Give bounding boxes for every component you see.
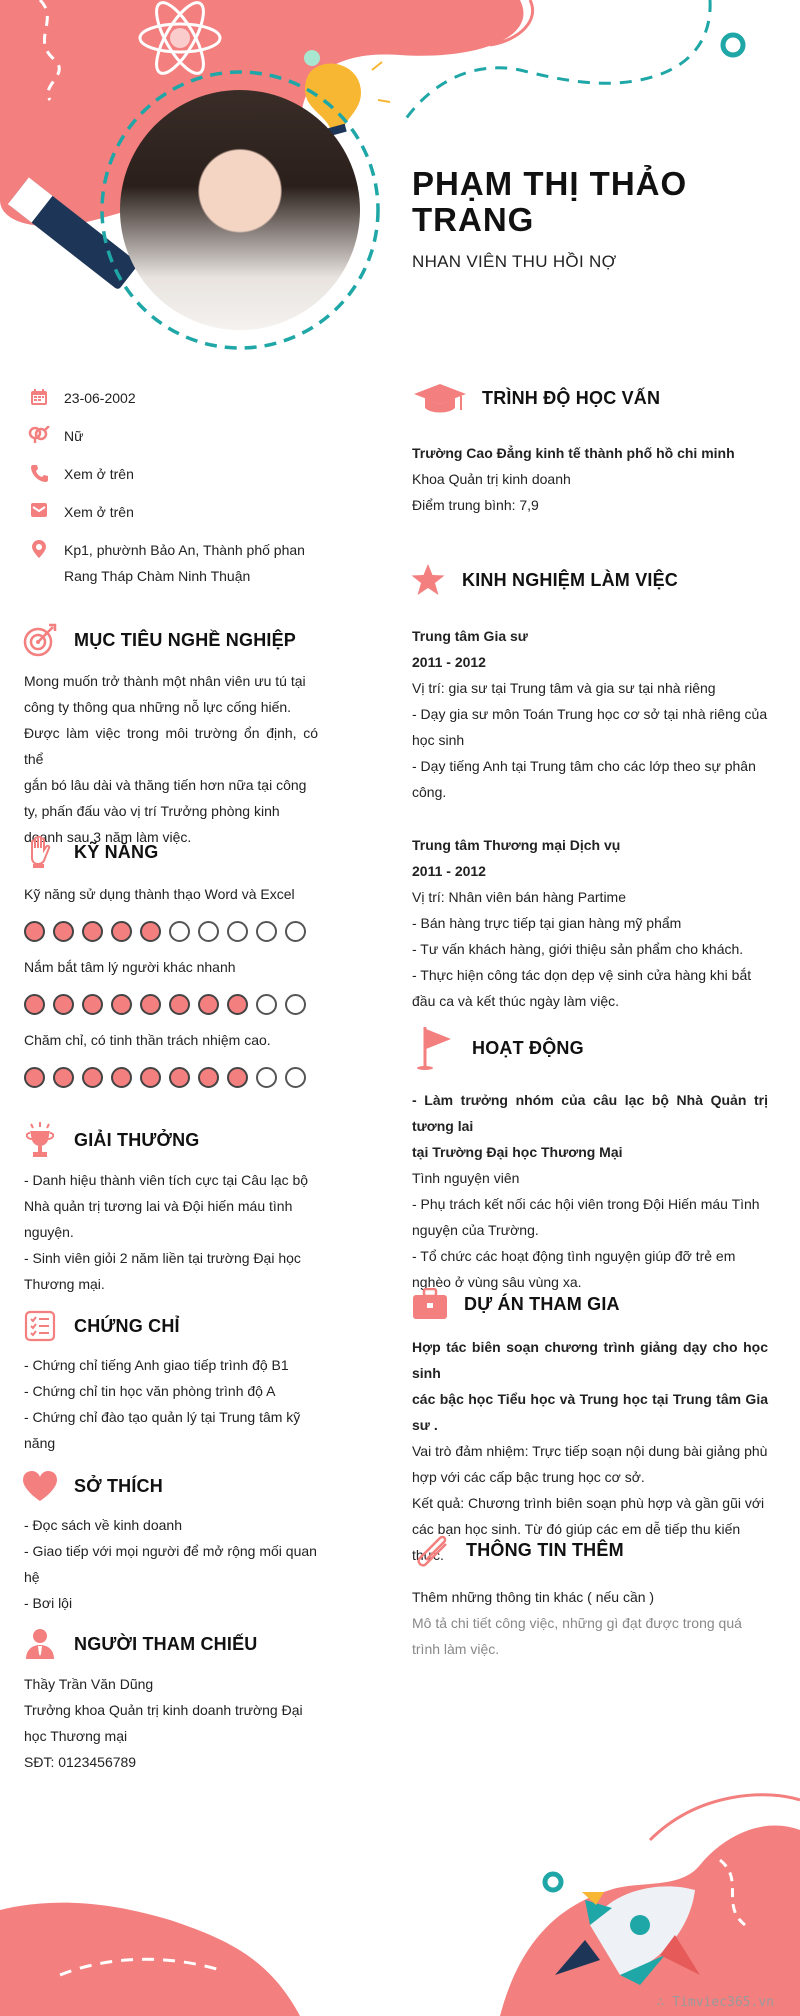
certificates-heading: [20, 1308, 180, 1344]
birthday-value: 23-06-2002: [64, 390, 136, 406]
star-icon: [408, 562, 448, 598]
phone-icon: [24, 464, 54, 484]
projects-text: Hợp tác biên soạn chương trình giảng dạy cho học sinh các bậc học Tiểu học và Trung học tại Trung tâm Gia sư . Vai trò đảm nhiệm: Trực tiếp soạn nội dung bài giảng phù hợp với các cấp bậc trung học cơ sở. Kết quả: Chương trình biên soạn phù hợp và gần gũi với các bạn học sinh. Từ đó giúp các em dễ tiếp thu kiến thức.: [412, 1339, 768, 1563]
projects-title: DỰ ÁN THAM GIA: [464, 1293, 620, 1314]
education-text: [412, 440, 768, 518]
activities-title: HOẠT ĐỘNG: [472, 1037, 584, 1058]
references-text: Thầy Trần Văn Dũng Trưởng khoa Quản trị kinh doanh trường Đại học Thương mại SĐT: 0123456789: [24, 1676, 303, 1770]
rating-dot-filled: [82, 1067, 103, 1088]
awards-text: - Danh hiệu thành viên tích cực tại Câu lạc bộ Nhà quản trị tương lai và Đội hiến máu tình nguyện. - Sinh viên giỏi 2 năm liền tại trường Đại học Thương mại.: [24, 1172, 309, 1292]
rating-dot-empty: [285, 921, 306, 942]
rating-dot-filled: [227, 994, 248, 1015]
rating-dot-empty: [227, 921, 248, 942]
phone-value: Xem ở trên: [64, 466, 134, 482]
rating-dot-empty: [169, 921, 190, 942]
experience-job-2: Trung tâm Thương mại Dịch vụ 2011 - 2012 Vị trí: Nhân viên bán hàng Partime - Bán hàng trực tiếp tại gian hàng mỹ phẩm - Tư vấn khách hàng, giới thiệu sản phẩm cho khách. - Thực hiện công tác dọn dẹp vệ sinh cửa hàng khi bắt đầu ca và kết thúc ngày làm việc.: [412, 837, 752, 1009]
raised-hand-icon: [20, 834, 60, 870]
candidate-name: PHẠM THỊ THẢO TRANG: [412, 165, 688, 238]
rating-dot-filled: [140, 994, 161, 1015]
rating-dot-empty: [256, 1067, 277, 1088]
job-title: NHAN VIÊN THU HỒI NỢ: [412, 252, 617, 271]
hobbies-title: SỞ THÍCH: [74, 1475, 163, 1496]
rating-dot-empty: [285, 994, 306, 1015]
skill-label: Kỹ năng sử dụng thành thạo Word và Excel: [24, 886, 295, 902]
rating-dot-filled: [198, 1067, 219, 1088]
rating-dot-empty: [256, 994, 277, 1015]
email-row: [24, 502, 134, 525]
rating-dot-filled: [82, 994, 103, 1015]
email-value: Xem ở trên: [64, 504, 134, 520]
projects-heading: [410, 1286, 620, 1322]
references-title: NGƯỜI THAM CHIẾU: [74, 1633, 258, 1654]
faculty: Khoa Quản trị kinh doanh: [412, 471, 571, 487]
envelope-icon: [24, 502, 54, 522]
objective-text: Mong muốn trở thành một nhân viên ưu tú tại công ty thông qua những nỗ lực cống hiến. Được làm việc trong môi trường ổn định, có thể gắn bó lâu dài và thăng tiến hơn nữa tại công ty, phấn đấu vào vị trí Trưởng phòng kinh doanh sau 3 năm làm việc.: [24, 673, 318, 845]
certificates-text: - Chứng chỉ tiếng Anh giao tiếp trình độ B1 - Chứng chỉ tin học văn phòng trình độ A - Chứng chỉ đào tạo quản lý tại Trung tâm kỹ năng: [24, 1357, 301, 1451]
profile-photo: [120, 90, 360, 330]
rating-dot-filled: [198, 994, 219, 1015]
heart-icon: [20, 1468, 60, 1504]
rating-dot-filled: [24, 994, 45, 1015]
rating-dot-filled: [169, 1067, 190, 1088]
gpa: Điểm trung bình: 7,9: [412, 497, 539, 513]
rating-dot-empty: [285, 1067, 306, 1088]
experience-title: KINH NGHIỆM LÀM VIỆC: [462, 569, 679, 590]
certificates-title: CHỨNG CHỈ: [74, 1315, 180, 1336]
activities-text: - Làm trưởng nhóm của câu lạc bộ Nhà Quản trị tương lai tại Trường Đại học Thương Mại Tình nguyện viên - Phụ trách kết nối các hội viên trong Đội Hiến máu Tình nguyện của Trường. - Tổ chức các hoạt động tình nguyện giúp đỡ trẻ em nghèo ở vùng sâu vùng xa.: [412, 1092, 768, 1290]
gender-row: [24, 426, 83, 449]
skill-rating: [24, 1067, 314, 1088]
person-icon: [20, 1626, 60, 1662]
graduation-cap-icon: [412, 380, 468, 416]
rating-dot-filled: [140, 921, 161, 942]
skill-rating: [24, 921, 314, 942]
calendar-icon: [24, 388, 54, 408]
more-info-text: Thêm những thông tin khác ( nếu cần ) Mô tả chi tiết công việc, những gì đạt được trong quá trình làm việc.: [412, 1589, 742, 1657]
rating-dot-empty: [256, 921, 277, 942]
rating-dot-filled: [111, 921, 132, 942]
rating-dot-filled: [53, 1067, 74, 1088]
education-heading: [412, 380, 660, 416]
skill-label: Chăm chỉ, có tinh thần trách nhiệm cao.: [24, 1032, 271, 1048]
location-pin-icon: [24, 540, 54, 560]
references-heading: [20, 1626, 257, 1662]
school-name: Trường Cao Đẳng kinh tế thành phố hồ chi minh: [412, 445, 735, 461]
checklist-icon: [20, 1308, 60, 1344]
rating-dot-empty: [198, 921, 219, 942]
experience-job-1: Trung tâm Gia sư 2011 - 2012 Vị trí: gia sư tại Trung tâm và gia sư tại nhà riêng - Dạy gia sư môn Toán Trung học cơ sở tại nhà riêng của học sinh - Dạy tiếng Anh tại Trung tâm cho các lớp theo sự phân công.: [412, 628, 768, 800]
rating-dot-filled: [140, 1067, 161, 1088]
activities-heading: [412, 1030, 584, 1066]
skill-label: Nắm bắt tâm lý người khác nhanh: [24, 959, 236, 975]
rating-dot-filled: [227, 1067, 248, 1088]
briefcase-icon: [410, 1286, 450, 1322]
paperclip-icon: [412, 1532, 452, 1568]
birthday-row: [24, 388, 136, 411]
flag-icon: [412, 1030, 458, 1066]
phone-row: [24, 464, 134, 487]
hobbies-heading: [20, 1468, 163, 1504]
awards-title: GIẢI THƯỞNG: [74, 1129, 200, 1150]
education-title: TRÌNH ĐỘ HỌC VẤN: [482, 387, 661, 408]
rating-dot-filled: [24, 921, 45, 942]
objective-title: MỤC TIÊU NGHỀ NGHIỆP: [74, 629, 297, 650]
rating-dot-filled: [169, 994, 190, 1015]
rating-dot-filled: [82, 921, 103, 942]
gender-value: Nữ: [64, 428, 84, 444]
experience-heading: [408, 562, 678, 598]
skills-title: KỸ NĂNG: [74, 841, 159, 862]
rating-dot-filled: [111, 994, 132, 1015]
awards-heading: [20, 1122, 199, 1158]
skill-rating: [24, 994, 314, 1015]
rating-dot-filled: [111, 1067, 132, 1088]
address-value: Kp1, phườnh Bảo An, Thành phố phan Rang Tháp Chàm Ninh Thuận: [64, 542, 305, 584]
more-info-title: THÔNG TIN THÊM: [466, 1539, 624, 1560]
rating-dot-filled: [24, 1067, 45, 1088]
target-icon: [20, 622, 60, 658]
rating-dot-filled: [53, 994, 74, 1015]
gender-icon: [24, 426, 54, 446]
hobbies-text: - Đọc sách về kinh doanh - Giao tiếp với mọi người để mở rộng mối quan hệ - Bơi lội: [24, 1517, 317, 1611]
address-row: [24, 540, 305, 589]
watermark: ∴ Timviec365.vn: [656, 1995, 774, 2010]
skills-heading: [20, 834, 158, 870]
trophy-icon: [20, 1122, 60, 1158]
more-info-heading: [412, 1532, 624, 1568]
objective-heading: [20, 622, 296, 658]
rating-dot-filled: [53, 921, 74, 942]
